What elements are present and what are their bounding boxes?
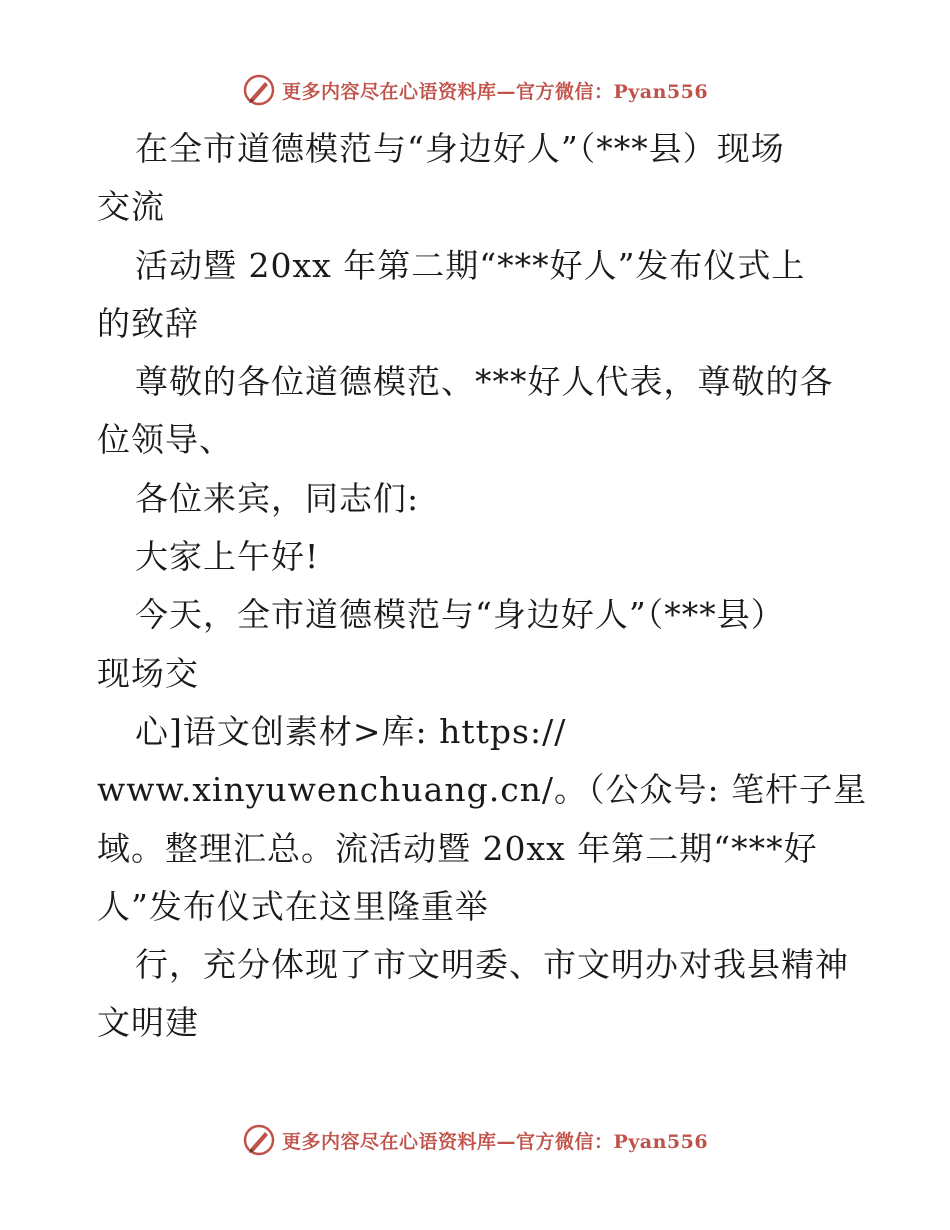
text-line: 行，充分体现了市文明委、市文明办对我县精神 [135, 945, 849, 985]
text-line: 人”发布仪式在这里隆重举 [97, 886, 489, 926]
text-line: www.xinyuwenchuang.cn/。（公众号: 笔杆子星 [97, 770, 868, 810]
text-line: 心]语文创素材>库: https:// [135, 711, 567, 751]
header-banner-text: 更多内容尽在心语资料库—官方微信：Pyan556 [281, 80, 709, 103]
text-line: 现场交 [97, 653, 199, 693]
text-line: 各位来宾，同志们: [135, 478, 420, 518]
pen-logo-icon [242, 1123, 276, 1157]
footer-banner-text: 更多内容尽在心语资料库—官方微信：Pyan556 [281, 1130, 709, 1153]
footer-banner [0, 1120, 950, 1160]
text-line: 交流 [97, 187, 165, 227]
pen-logo-icon [242, 73, 276, 107]
text-line: 大家上午好! [135, 537, 320, 577]
text-line: 活动暨 20xx 年第二期“***好人”发布仪式上 [135, 245, 806, 285]
text-line: 域。整理汇总。流活动暨 20xx 年第二期“***好 [97, 828, 818, 868]
text-line: 的致辞 [97, 303, 199, 343]
document-body [97, 120, 868, 1053]
text-line: 文明建 [97, 1003, 199, 1043]
header-banner [0, 70, 950, 110]
text-line: 尊敬的各位道德模范、***好人代表，尊敬的各 [135, 362, 834, 402]
text-line: 今天，全市道德模范与“身边好人”（***县） [135, 595, 785, 635]
text-line: 在全市道德模范与“身边好人”（***县）现场 [135, 129, 785, 168]
text-line: 位领导、 [97, 420, 233, 460]
